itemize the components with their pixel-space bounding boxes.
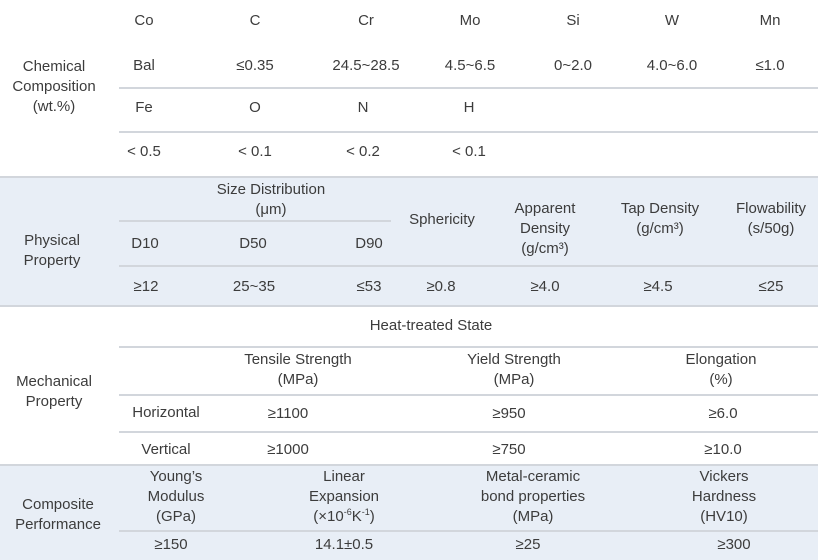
divider [119,87,818,89]
element-value-c: ≤0.35 [236,57,274,74]
linear-expansion-value: 14.1±0.5 [314,536,374,553]
element-value-mn: ≤1.0 [755,57,785,74]
element-header-mo: Mo [459,12,481,29]
tensile-strength-header: Tensile Strength (MPa) [244,351,352,388]
elongation-header: Elongation (%) [685,351,757,388]
divider [119,265,818,267]
element-header-o: O [249,99,261,116]
element-value-co: Bal [133,57,155,74]
d50-value: 25~35 [232,278,276,295]
bond-properties-value: ≥25 [515,536,541,553]
element-value-mo: 4.5~6.5 [444,57,496,74]
d90-value: ≤53 [356,278,382,295]
tap-density-header: Tap Density (g/cm³) [620,200,700,237]
horizontal-yield-value: ≥950 [492,405,526,422]
vickers-hardness-value: ≥300 [717,536,751,553]
heat-treated-state-header: Heat-treated State [369,317,493,334]
element-header-c: C [249,12,261,29]
element-value-n: < 0.2 [346,143,380,160]
divider [119,220,391,222]
element-header-fe: Fe [135,99,153,116]
element-value-w: 4.0~6.0 [646,57,698,74]
apparent-density-header: Apparent Density (g/cm³) [514,200,576,257]
youngs-modulus-value: ≥150 [154,536,188,553]
flowability-header: Flowability (s/50g) [735,200,807,237]
sphericity-header: Sphericity [409,211,475,228]
divider [119,431,818,433]
divider [119,530,818,532]
element-value-o: < 0.1 [238,143,272,160]
vertical-elongation-value: ≥10.0 [704,441,742,458]
vertical-row-label: Vertical [141,441,191,458]
element-value-fe: < 0.5 [127,143,161,160]
horizontal-row-label: Horizontal [132,404,200,421]
element-header-cr: Cr [358,12,374,29]
flowability-value: ≤25 [758,278,784,295]
section-mechanical-property [0,307,818,464]
element-value-cr: 24.5~28.5 [332,57,400,74]
bond-properties-header: Metal-ceramic bond properties (MPa) [480,468,586,525]
vertical-yield-value: ≥750 [492,441,526,458]
composite-section-label: Composite Performance [15,496,101,533]
element-header-co: Co [134,12,154,29]
horizontal-elongation-value: ≥6.0 [708,405,738,422]
vickers-hardness-header: Vickers Hardness (HV10) [691,468,757,525]
element-value-h: < 0.1 [452,143,486,160]
divider [119,394,818,396]
vertical-tensile-value: ≥1000 [267,441,309,458]
horizontal-tensile-value: ≥1100 [267,405,309,422]
divider [119,131,818,133]
mechanical-section-label: Mechanical Property [16,373,92,410]
section-physical-property [0,178,818,305]
d50-header: D50 [239,235,267,252]
divider [119,346,818,348]
linear-expansion-header: Linear Expansion $(\times 10^{-6}K^{-1})$ [308,468,380,525]
youngs-modulus-header: Young’s Modulus (GPa) [147,468,205,525]
element-header-h: H [463,99,475,116]
d10-header: D10 [131,235,159,252]
element-header-w: W [664,12,680,29]
linear-expansion-unit: $(\times 10^{-6}K^{-1})$ [313,507,375,525]
sphericity-value: ≥0.8 [426,278,456,295]
physical-section-label: Physical Property [23,232,81,269]
element-header-si: Si [566,12,580,29]
chemical-section-label: Chemical Composition (wt.%) [12,58,96,115]
element-header-n: N [357,99,369,116]
apparent-density-value: ≥4.0 [530,278,560,295]
tap-density-value: ≥4.5 [643,278,673,295]
section-composite-performance [0,466,818,560]
d90-header: D90 [355,235,383,252]
section-chemical-composition [0,0,818,176]
element-value-si: 0~2.0 [554,57,592,74]
size-distribution-header: Size Distribution (μm) [216,181,326,218]
element-header-mn: Mn [759,12,781,29]
yield-strength-header: Yield Strength (MPa) [467,351,561,388]
d10-value: ≥12 [133,278,159,295]
